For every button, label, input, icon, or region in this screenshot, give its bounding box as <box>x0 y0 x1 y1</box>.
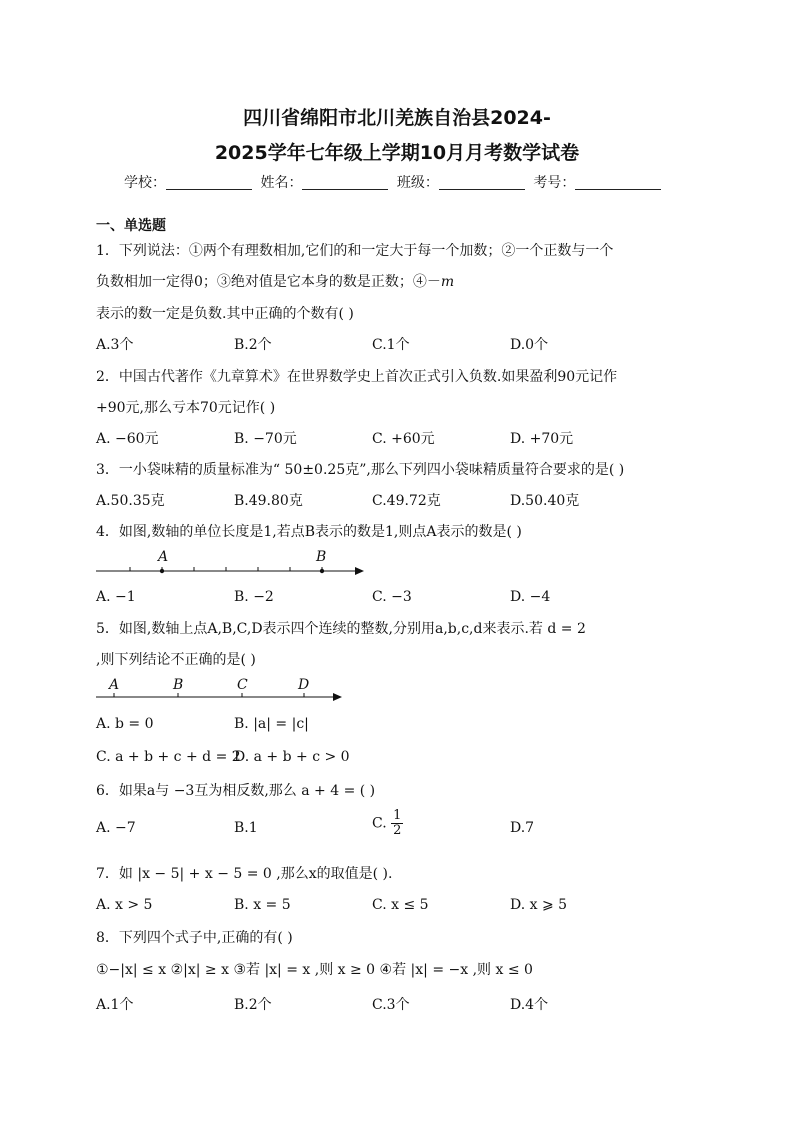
q7-option-b[interactable]: B. x = 5 <box>234 897 291 913</box>
q8-option-a[interactable]: A.1个 <box>96 997 134 1013</box>
q1-option-c[interactable]: C.1个 <box>372 337 410 353</box>
q4-point-a-dot <box>160 569 164 573</box>
q4-number-line-figure <box>92 546 372 582</box>
q8-option-c[interactable]: C.3个 <box>372 997 410 1013</box>
q4-option-b[interactable]: B. −2 <box>234 589 274 605</box>
q5-option-c[interactable]: C. a + b + c + d = 2 <box>96 749 241 765</box>
class-blank[interactable] <box>439 175 525 190</box>
section-heading: 一、单选题 <box>96 218 166 234</box>
q6-option-c[interactable]: C. $\frac{1}{2}$ <box>372 808 402 838</box>
q2-option-a[interactable]: A. −60元 <box>96 431 159 447</box>
q4-point-b-label: B <box>316 549 327 565</box>
q3-option-a[interactable]: A.50.35克 <box>96 493 165 509</box>
q7-option-a[interactable]: A. x > 5 <box>96 897 153 913</box>
question-1-line2: 负数相加一定得0；③绝对值是它本身的数是正数；④－m <box>96 274 455 290</box>
q4-axis-arrow <box>355 567 364 575</box>
q2-option-c[interactable]: C. +60元 <box>372 431 435 447</box>
question-7-line1: 7．如 |x − 5| + x − 5 = 0 ,那么x的取值是( ). <box>96 866 393 882</box>
question-8-line2: ①−|x| ≤ x ②|x| ≥ x ③若 |x| = x ,则 x ≥ 0 ④若 |x| = −x ,则 x ≤ 0 <box>96 962 533 978</box>
q6-fraction <box>391 809 403 838</box>
q3-option-b[interactable]: B.49.80克 <box>234 493 303 509</box>
question-1-line1: 1．下列说法：①两个有理数相加,它们的和一定大于每一个加数；②一个正数与一个 <box>96 243 614 259</box>
q5-point-b-label: B <box>173 677 184 693</box>
q6-option-b[interactable]: B.1 <box>234 820 258 836</box>
question-2-line2: +90元,那么亏本70元记作( ) <box>96 400 276 416</box>
q4-option-c[interactable]: C. −3 <box>372 589 412 605</box>
student-info-row <box>124 172 665 192</box>
name-label: 姓名： <box>260 175 303 191</box>
exam-title-line1: 四川省绵阳市北川羌族自治县2024- <box>243 107 551 129</box>
q4-point-a-label: A <box>158 549 169 565</box>
q8-option-d[interactable]: D.4个 <box>510 997 549 1013</box>
name-blank[interactable] <box>302 175 388 190</box>
question-5-line1: 5．如图,数轴上点A,B,C,D表示四个连续的整数,分别用a,b,c,d来表示.若 d = 2 <box>96 621 586 637</box>
q3-option-c[interactable]: C.49.72克 <box>372 493 441 509</box>
question-3-line1: 3．一小袋味精的质量标准为“ 50±0.25克”,那么下列四小袋味精质量符合要求的是( ) <box>96 462 625 478</box>
class-label: 班级： <box>396 175 439 191</box>
q2-option-d[interactable]: D. +70元 <box>510 431 574 447</box>
exam-title-line2: 2025学年七年级上学期10月月考数学试卷 <box>214 142 580 164</box>
exam-number-label: 考号： <box>533 175 576 191</box>
school-blank[interactable] <box>166 175 252 190</box>
q2-option-b[interactable]: B. −70元 <box>234 431 297 447</box>
q1-option-d[interactable]: D.0个 <box>510 337 549 353</box>
q4-point-b-dot <box>320 569 324 573</box>
question-5-line2: ,则下列结论不正确的是( ) <box>96 652 256 668</box>
question-8-line1: 8．下列四个式子中,正确的有( ) <box>96 930 293 946</box>
q1-option-a[interactable]: A.3个 <box>96 337 134 353</box>
q7-option-c[interactable]: C. x ≤ 5 <box>372 897 429 913</box>
q3-option-d[interactable]: D.50.40克 <box>510 493 580 509</box>
question-1-line3: 表示的数一定是负数.其中正确的个数有( ) <box>96 306 354 322</box>
q4-option-a[interactable]: A. −1 <box>96 589 136 605</box>
fraction-numerator: 1 <box>393 808 402 823</box>
q5-option-d[interactable]: D. a + b + c > 0 <box>234 749 350 765</box>
q5-point-d-label: D <box>298 677 310 693</box>
q7-option-d[interactable]: D. x ⩾ 5 <box>510 897 568 913</box>
q5-number-line-figure <box>92 675 352 709</box>
q5-point-c-label: C <box>237 677 248 693</box>
q6-option-d[interactable]: D.7 <box>510 820 535 836</box>
question-2-line1: 2．中国古代著作《九章算术》在世界数学史上首次正式引入负数.如果盈利90元记作 <box>96 369 618 385</box>
q5-option-b[interactable]: B. |a| = |c| <box>234 716 309 732</box>
q1-option-b[interactable]: B.2个 <box>234 337 272 353</box>
q8-option-b[interactable]: B.2个 <box>234 997 272 1013</box>
q6-option-a[interactable]: A. −7 <box>96 820 136 836</box>
q5-option-a[interactable]: A. b = 0 <box>96 716 154 732</box>
school-label: 学校： <box>124 175 166 191</box>
exam-number-blank[interactable] <box>575 175 661 190</box>
q5-axis-arrow <box>333 693 342 701</box>
q4-option-d[interactable]: D. −4 <box>510 589 551 605</box>
question-4-line1: 4．如图,数轴的单位长度是1,若点B表示的数是1,则点A表示的数是( ) <box>96 524 522 540</box>
q5-point-a-label: A <box>109 677 120 693</box>
fraction-denominator: 2 <box>393 823 402 838</box>
question-6-line1: 6．如果a与 −3互为相反数,那么 a + 4 = ( ) <box>96 783 376 799</box>
